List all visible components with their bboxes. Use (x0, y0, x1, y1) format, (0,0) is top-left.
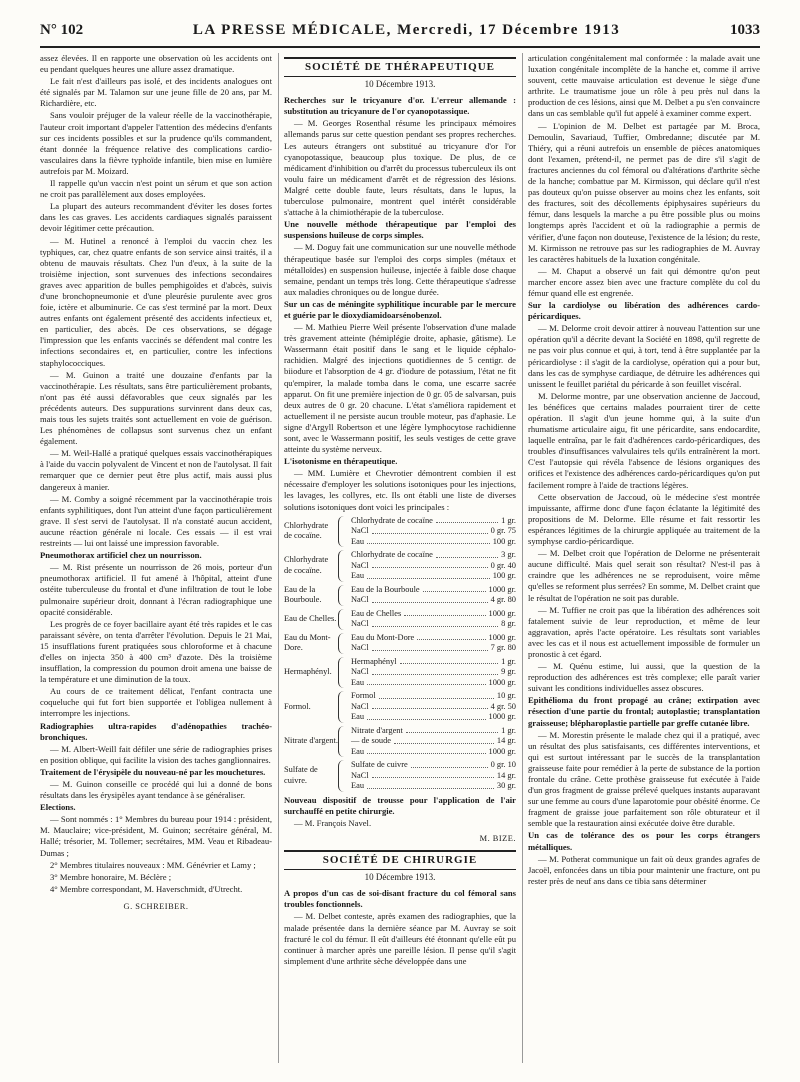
quantity: 14 gr. (496, 736, 516, 746)
page-number: 1033 (730, 22, 760, 38)
paragraph: Sans vouloir préjuger de la valeur réelle de la vaccinothérapie, l'auteur croit important d'appeler l'attention des médecins d'enfants sur ces incidents possibles et sur la prudence qu'ils commandent, étant donnée la fréquence relative des complications cardio-vasculaires dans la fièvre typhoïde infantile, bien mise en lumière autrefois par M. Moizard. (40, 110, 272, 176)
quantity: 10 gr. (496, 691, 516, 701)
formula-entry (284, 657, 516, 689)
ingredient: NaCl (351, 560, 369, 570)
ingredient: Eau (351, 677, 365, 687)
article-heading: Epithélioma du front propagé au crâne; extirpation avec résection d'une partie du frontal; autoplastie; transplantation graisseuse; blépharoplastie partielle par greffe cutanée libre. (528, 695, 760, 728)
paragraph: — M. Georges Rosenthal résume les principaux mémoires allemands parus sur cette question pendant ses propres recherches. Les auteurs étrangers ont substitué au tricyanure d'or l'or cyanopotassique, beaucoup plus toxique. De plus, de ce médicament d'inhibition ou d'arrêt du processus tuberculeux ils ont voulu faire un médicament d'arrêt et de régression des lésions. Malgré cette double faute, leurs résultats, dans le lupus, la tuberculose pulmonaire, montrent quel intérêt considérable s'attache à la chimiothérapie de la tuberculose. (284, 118, 516, 218)
brace-icon (338, 760, 347, 792)
section-title: SOCIÉTÉ DE THÉRAPEUTIQUE (284, 57, 516, 77)
formula-row (351, 561, 516, 572)
quantity: 14 gr. (496, 770, 516, 780)
ingredient: NaCl (351, 643, 369, 653)
column-separator (278, 53, 279, 1063)
quantity: 1 gr. (501, 656, 516, 666)
article-heading: Nouveau dispositif de trousse pour l'application de l'air surchauffé en petite chirurgie. (284, 794, 516, 816)
paragraph: — M. François Navel. (294, 817, 372, 828)
paragraph: 2° Membres titulaires nouveaux : MM. Génévrier et Lamy ; (50, 859, 256, 870)
formula-name: Eau de la Bourboule. (284, 584, 322, 605)
paragraph: — M. Guinon conseille ce procédé qui lui a donné de bons résultats dans les érysipèles ayant tendance à se généraliser. (40, 779, 272, 801)
author-signature: M. BIZE. (479, 833, 516, 843)
masthead-title: LA PRESSE MÉDICALE, Mercredi, 17 Décembre 1913 (192, 22, 621, 38)
paragraph: Au cours de ce traitement délicat, l'enfant contracta une coqueluche qui fut fort bien supportée et l'obligea nullement à interrompre les injections. (40, 686, 272, 719)
ingredient: Eau de la Bourboule (351, 584, 420, 594)
paragraph: — M. Comby a soigné récemment par la vaccinothérapie trois enfants syphilitiques, dont l'un atteint d'une façon particulièrement grave. Il s'est servi de l'autolysat. Il n'a constaté aucun accident, aucune réaction générale ni locale. Ces essais — il est vrai restreints — lui ont laissé une impression favorable. (40, 493, 272, 549)
ingredient: Eau de Chelles (351, 608, 402, 618)
ingredient: Eau du Mont-Dore (351, 632, 415, 642)
formula-entry (284, 585, 516, 606)
ingredient: Hermaphényl (351, 656, 397, 666)
paragraph: — M. Doguy fait une communication sur une nouvelle méthode thérapeutique basée sur l'emploi des corps simples (métaux et métalloïdes) en suspension huileuse, injectée à faible dose chaque semaine, pendant un temps très long. Cette thérapeutique s'adresse aux maladies chroniques ou de longue durée. (284, 242, 516, 297)
formula-entry (284, 550, 516, 582)
ingredient: NaCl (351, 770, 369, 780)
quantity: 1000 gr. (488, 632, 516, 642)
paragraph: — M. Rist présente un nourrisson de 26 mois, porteur d'un pneumothorax artificiel. Il fut amené à l'hôpital, atteint d'une ostéite tuberculeuse du frontal et d'une infiltration de tout le lobe pulmonaire supérieur droit, donnant à l'écran radiographique une opacité considérable. (40, 562, 272, 617)
formula-row (351, 771, 516, 782)
section-date: 10 Décembre 1913. (364, 872, 436, 883)
formula-entry (284, 516, 516, 548)
formula-row (351, 643, 516, 654)
formula-row (351, 726, 516, 737)
formula-name: Formol. (284, 701, 311, 711)
article-heading: L'isotonisme en thérapeutique. (284, 456, 398, 467)
quantity: 4 gr. 50 (490, 701, 516, 711)
formula-row (351, 678, 516, 689)
brace-icon (338, 691, 347, 723)
article-heading: Sur la cardiolyse ou libération des adhérences cardo-péricardiques. (528, 300, 760, 322)
column-2 (284, 53, 516, 1073)
formula-name: Hermaphényl. (284, 667, 332, 677)
formula-row (351, 619, 516, 630)
brace-icon (338, 609, 347, 630)
quantity: 100 gr. (492, 571, 516, 581)
quantity: 0 gr. 75 (490, 526, 516, 536)
formula-row (351, 633, 516, 644)
paragraph: — M. Chaput a observé un fait qui démontre qu'on peut marcher encore assez bien avec une fracture complète du col du fémur quand elle est engrenée. (528, 265, 760, 298)
formula-row (351, 736, 516, 747)
paragraph: 3° Membre honoraire, M. Béclère ; (50, 871, 172, 882)
ingredient: — de soude (351, 736, 392, 746)
formula-entry (284, 726, 516, 758)
paragraph: — M. Mathieu Pierre Weil présente l'observation d'une malade très gravement atteinte (hémiplégie droite, aphasie, gâtisme). Le Wassermann était positif dans le sang et le liquide céphalo-rachidien. Malgré des injections quotidiennes de 5 centigr. de biiodure et l'absorption de 4 gr. d'iodure de potassium, l'état ne fit qu'empirer, la malade tomba dans le coma, une escarre sacrée apparut. On fit une première injection de 0 gr. 05 de salvarsan, puis deux autres de 0 gr. 20 chacune. L'état s'améliora rapidement et actuellement il ne persiste aucun trouble moteur, pas d'aphasie. Le signe d'Argyll Robertson et une légère lymphocytose rachidienne sont, avec le Wassermann positif, les seuls vestiges de cette grave atteinte du système nerveux. (284, 322, 516, 455)
formula-row (351, 571, 516, 582)
paragraph: Les progrès de ce foyer bacillaire ayant été très rapides et le cas paraissant sévère, on tenta d'arrêter l'évolution. Depuis le 21 Mai, 15 insufflations furent pratiquées sous chloroforme et à chacune d'elles on injecta 350 à 400 cm³ d'azote. Dès la troisième insufflation, la compression du poumon droit amena une baisse de la température et une diminution de la toux. (40, 618, 272, 685)
formula-row (351, 712, 516, 723)
ingredient: NaCl (351, 619, 369, 629)
paragraph: — M. Delbet conteste, après examen des radiographies, que la malade présentée dans la dernière séance par M. Auvray se soit fracturé le col du fémur. Il eût d'ailleurs été étonnant qu'elle eût pu continuer à marcher après une pareille lésion. Il pense qu'il s'agit simplement d'une arthrite sèche développée dans une (284, 911, 516, 966)
formula-row (351, 609, 516, 620)
ingredient: Eau (351, 712, 365, 722)
article-heading: Pneumothorax artificiel chez un nourrisson. (40, 550, 202, 561)
quantity: 0 gr. 10 (490, 760, 516, 770)
quantity: 1000 gr. (488, 746, 516, 756)
article-heading: Elections. (40, 802, 76, 813)
quantity: 8 gr. (501, 619, 516, 629)
brace-icon (338, 516, 347, 548)
paragraph: — M. Delbet croit que l'opération de Delorme ne présenterait aucune difficulté. Mais quel serait son résultat? N'est-il pas à craindre que les adhérences ne se reproduisent, voire même qu'elles se reforment plus serrées? En somme, M. Delbet craint que le résultat de l'opération ne soit pas durable. (528, 548, 760, 603)
ingredient: NaCl (351, 595, 369, 605)
paragraph: 4° Membre correspondant, M. Haverschmidt, d'Utrecht. (50, 883, 243, 894)
formula-row (351, 516, 516, 527)
formula-row (351, 667, 516, 678)
quantity: 1 gr. (501, 515, 516, 525)
formula-row (351, 702, 516, 713)
ingredient: NaCl (351, 526, 369, 536)
formula-row (351, 760, 516, 771)
formula-row (351, 595, 516, 606)
paragraph: La plupart des auteurs recommandent d'éviter les doses fortes dans les cas graves. Les accidents cardiaques signalés paraissent devoir légitimer cette précaution. (40, 201, 272, 234)
paragraph: — M. Hutinel a renoncé à l'emploi du vaccin chez les typhiques, car, chez quatre enfants de son service ainsi traités, il a obtenu de mauvais résultats. Chez l'un d'eux, à la suite de la troisième injection, sont survenues des infections secondaires graves avec apparition de bulles pemphigoïdes et d'abcès, suivis d'une bronchopneumonie et d'une pleurésie purulente avec gros foie, ictère et albuminurie. Ce cas s'est terminé par la mort. Deux autres enfants ont également présenté des accidents infectieux et, en particulier, des abcès. De ces observations, se dégage l'impression que les enfants vaccinés se défendent mal contre les infections secondaires et, en particulier, contre les infections staphylococciques. (40, 235, 272, 368)
ingredient: Sulfate de cuivre (351, 760, 408, 770)
ingredient: Eau (351, 571, 365, 581)
section-title: SOCIÉTÉ DE CHIRURGIE (284, 850, 516, 870)
paragraph: — Sont nommés : 1° Membres du bureau pour 1914 : président, M. Mauclaire; vice-président, M. Guinon; secrétaire général, M. Hallé; trésorier, M. Tollemer; secrétaires, MM. Veau et Ribadeau-Dumas ; (40, 814, 272, 858)
ingredient: Chlorhydrate de cocaïne (351, 550, 433, 560)
column-3 (528, 53, 760, 1073)
article-heading: Une nouvelle méthode thérapeutique par l'emploi des suspensions huileuse de corps simples. (284, 219, 516, 241)
paragraph: — M. Potherat communique un fait où deux grandes agrafes de Jacoël, enfoncées dans un tibia pour maintenir une fracture, ont pu rester près de neuf ans dans ce tibia sans déterminer (528, 853, 760, 886)
brace-icon (338, 633, 347, 654)
issue-number: N° 102 (40, 22, 84, 38)
paragraph: Il rappelle qu'un vaccin n'est point un sérum et que son action ne croit pas parallèlement aux doses employées. (40, 178, 272, 200)
formula-row (351, 691, 516, 702)
quantity: 4 gr. 80 (490, 595, 516, 605)
quantity: 100 gr. (492, 536, 516, 546)
formula-row (351, 747, 516, 758)
quantity: 1000 gr. (488, 677, 516, 687)
brace-icon (338, 657, 347, 689)
paragraph: assez élevées. Il en rapporte une observation où les accidents ont eu pendant quelques heures une allure assez dramatique. (40, 53, 272, 75)
formula-row (351, 550, 516, 561)
paragraph: — M. Albert-Weill fait défiler une série de radiographies prises en position oblique, qui facilite la vision des taches ganglionnaires. (40, 743, 272, 765)
formula-name: Chlorhydrate de cocaïne. (284, 520, 329, 541)
column-1 (40, 53, 272, 1073)
ingredient: Eau (351, 781, 365, 791)
article-heading: Recherches sur le tricyanure d'or. L'erreur allemande : substitution au tricyanure de l'or cyanopotassique. (284, 95, 516, 117)
formula-row (351, 537, 516, 548)
paragraph: Le fait n'est d'ailleurs pas isolé, et des incidents analogues ont été signalés par M. Talamon sur une jeune fille de 20 ans, par M. Richardière, etc. (40, 76, 272, 109)
formula-row (351, 781, 516, 792)
formula-row (351, 585, 516, 596)
author-signature: G. SCHREIBER. (123, 901, 189, 911)
quantity: 1000 gr. (488, 608, 516, 618)
formula-entry (284, 633, 516, 654)
paragraph: Cette observation de Jaccoud, où le médecine s'est montrée impuissante, affirme donc d'une façon éclatante la légitimité des propositions de M. Delorme. Elle résume et fait ressortir les espérances légitimes de la chirurgie appliquée au traitement de la symphyse cardio-péricardique. (528, 491, 760, 547)
formula-row (351, 657, 516, 668)
formula-name: Eau du Mont-Dore. (284, 632, 331, 653)
quantity: 0 gr. 40 (490, 560, 516, 570)
brace-icon (338, 585, 347, 606)
header-rule (40, 46, 760, 48)
formula-name: Nitrate d'argent. (284, 736, 338, 746)
formula-row (351, 526, 516, 537)
formula-list (284, 516, 516, 792)
page-header (40, 22, 760, 46)
paragraph: — M. Weil-Hallé a pratiqué quelques essais vaccinothérapiques à l'aide du vaccin polyvalent de Vincent et non de l'autolysat. Il fait remarquer que ce dernier peut être plus actif, mais aussi plus dangereux à manier. (40, 448, 272, 492)
article-heading: A propos d'un cas de soi-disant fracture du col fémoral sans troubles fonctionnels. (284, 888, 516, 910)
article-heading: Traitement de l'érysipèle du nouveau-né par les mouchetures. (40, 766, 266, 777)
quantity: 7 gr. 80 (490, 643, 516, 653)
paragraph: — L'opinion de M. Delbet est partagée par M. Broca, Demoulin, Savariaud, Tuffier, Ombredanne; discutée par M. Thiéry, qui a réuni autrefois un ensemble de pièces anatomiques dont l'examen, prétend-il, ne permet pas de dire s'il s'agit de fractures anciennes du col fémoral ou d'altérations d'arthrite sèche de la hanche; combattue par M. Kirmisson, qui déclare qu'il n'est pas douteux qu'on puisse observer au moins chez les enfants, soit des fractures, soit des décollements épiphysaires supérieurs du fémur, dans lesquels la marche a pu être possible plus ou moins longtemps après l'accident et où la radiographie a permis de vérifier, d'une façon non douteuse, l'existence de la lésion; du reste, M. Kirmisson ne retrouve pas sur les radiographies de M. Auvray les caractères habituels de la luxation congénitale. (528, 120, 760, 264)
section-date: 10 Décembre 1913. (364, 79, 436, 90)
ingredient: Eau (351, 746, 365, 756)
article-heading: Sur un cas de méningite syphilitique incurable par le mercure et guérie par le dioxydiamidoarsénobenzol. (284, 298, 516, 320)
quantity: 30 gr. (496, 781, 516, 791)
quantity: 9 gr. (501, 667, 516, 677)
article-heading: Radiographies ultra-rapides d'adénopathies trachéo-bronchiques. (40, 720, 272, 742)
ingredient: Chlorhydrate de cocaïne (351, 515, 433, 525)
formula-name: Sulfate de cuivre. (284, 765, 318, 785)
ingredient: Nitrate d'argent (351, 725, 403, 735)
paragraph: — MM. Lumière et Chevrotier démontrent combien il est nécessaire d'employer les solutions isotoniques pour les injections, les lavages, les collyres, etc. Ils ont établi une liste de diverses solutions isotoniques dont voici les principales : (284, 468, 516, 512)
ingredient: Eau (351, 536, 365, 546)
formula-entry (284, 760, 516, 792)
quantity: 1 gr. (501, 725, 516, 735)
quantity: 3 gr. (501, 550, 516, 560)
brace-icon (338, 726, 347, 758)
paragraph: M. Delorme montre, par une observation ancienne de Jaccoud, les bénéfices que certains malades pourraient tirer de cette opération. Il s'agit d'un jeune homme qui, à la suite d'un rhumatisme articulaire aigu, fit une péricardite, sans endocardite, laquelle entraîna, par le fait d'adhérences cardo-péricardiques, des troubles d'insuffisances valvulaires tels qu'ils entraînèrent la mort. C'est l'autopsie qui révéla l'absence de lésions organiques des orifices et l'existence des adhérences cardo-péricardiques qu'on put facilement rompre à l'aide de tractions légères. (528, 390, 760, 490)
formula-entry (284, 609, 516, 630)
formula-name: Chlorhydrate de cocaïne. (284, 555, 329, 575)
paragraph: articulation congénitalement mal conformée : la malade avait une luxation congénitale incomplète de la hanche et, comme il arrive souvent, cette mauvaise articulation est devenue le siège d'une arthrite. Le traumatisme joue un rôle à peu près nul dans la production de ces lésions, ainsi que M. Delbet a pu s'en convaincre dans un cas semblable qu'il fut appelé à examiner comme expert. (528, 53, 760, 119)
brace-icon (338, 550, 347, 582)
column-separator (522, 53, 523, 1063)
ingredient: NaCl (351, 701, 369, 711)
paragraph: — M. Quénu estime, lui aussi, que la question de la reproduction des adhérences est très complexe; elle paraît varier suivant les conditions individuelles assez obscures. (528, 661, 760, 694)
ingredient: NaCl (351, 667, 369, 677)
formula-name: Eau de Chelles. (284, 613, 337, 623)
paragraph: — M. Tuffier ne croit pas que la libération des adhérences soit fatalement suivie de leur reproduction, et même de leur aggravation, après l'acte opératoire. Les résultats sont variables avec les cas et il nous est actuellement impossible de formuler un pronostic à cet égard. (528, 604, 760, 659)
ingredient: Formol (351, 691, 376, 701)
quantity: 1000 gr. (488, 712, 516, 722)
paragraph: — M. Guinon a traité une douzaine d'enfants par la vaccinothérapie. Les résultats, sans être particulièrement probants, n'ont pas été aussi défavorables que ceux signalés par les précédents auteurs. Des suppurations survinrent dans deux cas, mais tous les sujets traités sont actuellement en voie de guérison. Les phénomènes de collapsus sont survenus chez un enfant également. (40, 369, 272, 447)
quantity: 1000 gr. (488, 584, 516, 594)
article-heading: Un cas de tolérance des os pour les corps étrangers métalliques. (528, 830, 760, 852)
paragraph: — M. Morestin présente le malade chez qui il a pratiqué, avec un résultat des plus satisfaisants, ces différentes interventions, et qui est surtout intéressant par le succès de la transplantation graisseuse faite pour remédier à la perte de substance de la portion frontale du crâne. Cette prothèse graisseuse fut exécutée à l'aide d'un gros fragment de graisse prélevé quelques instants auparavant sur une femme au cours d'une laparotomie pour obésité énorme. Ce fragment de graisse joue parfaitement son rôle obturateur et il semble que la restauration ainsi exécutée doive être durable. (528, 729, 760, 829)
paragraph: — M. Delorme croit devoir attirer à nouveau l'attention sur une opération qu'il a décrite devant la Société en 1898, qu'il regrette de ne pas voir plus connue et qui, à tort, tend à être supplantée par la péricardiolyse : il s'agit de la cardiolyse, opération qui a pour but, dans les cas de symphyse cardiaque, de détruire les adhérences qui unissent le feuillet pariétal du péricarde à son feuillet viscéral. (528, 323, 760, 389)
formula-entry (284, 691, 516, 723)
